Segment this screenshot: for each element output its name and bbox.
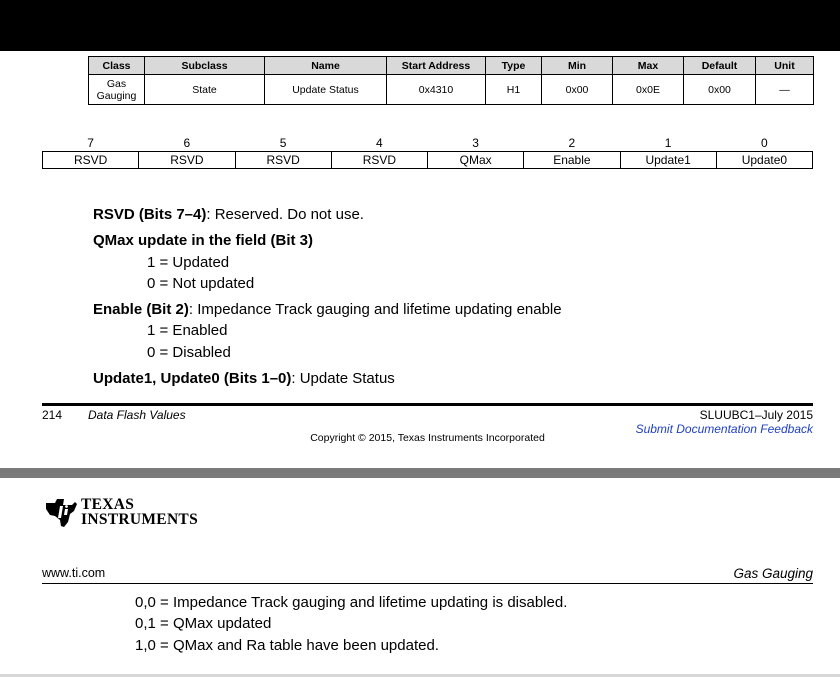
feedback-link[interactable]: Submit Documentation Feedback: [635, 422, 813, 436]
enable-option-0: 0 = Disabled: [147, 344, 231, 361]
ti-logo-text: [81, 497, 198, 527]
cell-class-line2: Gauging: [96, 89, 137, 102]
qmax-title-text: QMax update in the field (Bit 3): [93, 232, 314, 249]
cell-type: H1: [486, 75, 542, 105]
enable-text: : Impedance Track gauging and lifetime updating enable: [188, 301, 562, 318]
qmax-option-1: 1 = Updated: [147, 254, 230, 271]
header-max: Max: [613, 57, 684, 75]
bit-name: RSVD: [43, 152, 139, 169]
page-number: 214: [42, 408, 63, 422]
enable-option-1: 1 = Enabled: [147, 322, 228, 339]
bit-number-row: [43, 136, 813, 152]
bit-number: 2: [568, 136, 576, 150]
status-00: 0,0 = Impedance Track gauging and lifetime updating is disabled.: [135, 594, 568, 611]
bit-name: RSVD: [235, 152, 331, 169]
chapter-title: Gas Gauging: [733, 566, 813, 581]
bit-name: QMax: [428, 152, 524, 169]
bit-name: Update0: [716, 152, 812, 169]
bit-name: RSVD: [331, 152, 427, 169]
header-rule: [42, 583, 813, 584]
status-01: 0,1 = QMax updated: [135, 615, 272, 632]
bit-number: 4: [376, 136, 383, 150]
register-table: [88, 56, 814, 105]
table-header-row: [89, 57, 814, 75]
rsvd-text: : Reserved. Do not use.: [206, 206, 364, 223]
cell-start-address: 0x4310: [387, 75, 486, 105]
cell-min: 0x00: [542, 75, 613, 105]
status-10: 1,0 = QMax and Ra table have been updated.: [135, 637, 439, 654]
rsvd-title: RSVD (Bits 7–4): [93, 206, 207, 223]
ti-logo-line1: TEXAS: [81, 496, 135, 513]
update-text: : Update Status: [291, 370, 395, 387]
bit-number: 5: [279, 136, 287, 150]
cell-unit: —: [756, 75, 814, 105]
top-black-bar: [0, 0, 840, 51]
header-name: Name: [265, 57, 387, 75]
cell-max: 0x0E: [613, 75, 684, 105]
section-title: Data Flash Values: [88, 408, 186, 422]
footer-rule: [42, 403, 813, 406]
enable-title: Enable (Bit 2): [93, 301, 189, 318]
header-subclass: Subclass: [145, 57, 265, 75]
website-link[interactable]: www.ti.com: [42, 566, 106, 580]
ti-logo: [44, 497, 198, 529]
cell-default: 0x00: [684, 75, 756, 105]
ti-logo-icon: [44, 497, 78, 529]
bit-number: 3: [472, 136, 479, 150]
bit-number: 0: [761, 136, 768, 150]
qmax-title: [93, 232, 313, 250]
header-class: Class: [89, 57, 145, 75]
page-separator: [0, 468, 840, 478]
cell-name: Update Status: [265, 75, 387, 105]
table-row: [89, 75, 814, 105]
ti-logo-line2: INSTRUMENTS: [81, 511, 198, 528]
header-min: Min: [542, 57, 613, 75]
header-type: Type: [486, 57, 542, 75]
footer-left: [42, 408, 186, 422]
bit-field-table: [42, 136, 813, 169]
bit-name-row: [43, 152, 813, 169]
bit-number: 6: [183, 136, 191, 150]
doc-id: SLUUBC1–July 2015: [699, 408, 813, 422]
rsvd-description: [93, 206, 364, 224]
bit-name: RSVD: [139, 152, 235, 169]
update-description: [93, 370, 395, 388]
bit-name: Update1: [620, 152, 716, 169]
header-default: Default: [684, 57, 756, 75]
bit-name: Enable: [524, 152, 620, 169]
qmax-option-0: 0 = Not updated: [147, 275, 255, 292]
bit-number: 1: [664, 136, 672, 150]
cell-class-line1: Gas: [106, 77, 127, 90]
cell-class: [89, 75, 145, 105]
header-start-address: Start Address: [387, 57, 486, 75]
cell-subclass: State: [145, 75, 265, 105]
copyright: Copyright © 2015, Texas Instruments Incorporated: [310, 432, 545, 444]
header-unit: Unit: [756, 57, 814, 75]
update-title: Update1, Update0 (Bits 1–0): [93, 370, 292, 387]
enable-description: [93, 301, 562, 319]
bit-number: 7: [87, 136, 94, 150]
